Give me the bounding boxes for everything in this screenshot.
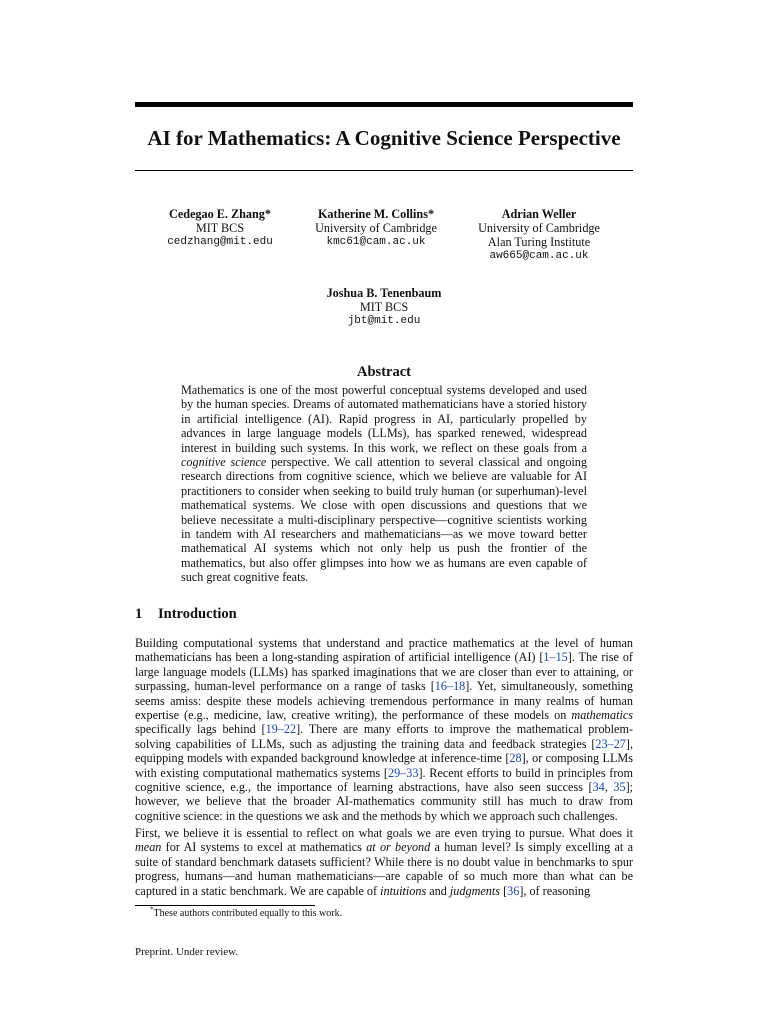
author-affiliation: MIT BCS bbox=[359, 300, 409, 314]
paragraph-text: ], of reasoning bbox=[519, 883, 591, 898]
paragraph-text: ]. The rise of large language models (LLMs) has sparked imaginations that we are closer than ever to attaining, or surpassing, human-level performance on a range of tasks [ bbox=[135, 650, 633, 694]
paragraph-text: Building computational systems that understand and practice mathematics at the level of human mathematicians has been a long-standing aspiration of artificial intelligence (AI) [ bbox=[135, 636, 633, 665]
author-block bbox=[464, 207, 614, 263]
intro-paragraph bbox=[135, 826, 633, 898]
preprint-status: Preprint. Under review. bbox=[135, 946, 239, 958]
citation-link[interactable]: 23–27 bbox=[595, 736, 626, 751]
author-email[interactable]: aw665@cam.ac.uk bbox=[489, 250, 589, 262]
author-email[interactable]: cedzhang@mit.edu bbox=[167, 236, 273, 248]
abstract-text bbox=[181, 383, 587, 585]
citation-link[interactable]: 28 bbox=[509, 751, 522, 766]
section-heading bbox=[135, 605, 237, 623]
author-affiliation: University of Cambridge bbox=[478, 221, 600, 235]
abstract-text-part: Mathematics is one of the most powerful conceptual systems developed and used by the human species. Dreams of automated mathematicians have a storied history in artificial intelligence (AI). Rapid progress in AI, particularly propelled by advances in large language models (LLMs), has sparked renewed, widespread interest in building such systems. In this work, we reflect on these goals from a bbox=[181, 383, 587, 455]
title-top-rule bbox=[135, 102, 633, 107]
paper-title: AI for Mathematics: A Cognitive Science Perspective bbox=[147, 126, 621, 150]
paragraph-emphasis: judgments bbox=[449, 883, 501, 898]
footnote-rule bbox=[135, 905, 315, 906]
author-email[interactable]: jbt@mit.edu bbox=[347, 315, 421, 327]
citation-link[interactable]: 16–18 bbox=[434, 679, 466, 694]
paragraph-text: ]. Yet, simultaneously, something seems amiss: despite these models achieving tremendous performance in many realms of human expertise (e.g., medicine, law, creative writing), the performance of these models on bbox=[135, 679, 633, 723]
paragraph-emphasis: at or beyond bbox=[366, 840, 431, 855]
paragraph-text: specifically lags behind [ bbox=[135, 722, 266, 737]
section-title: Introduction bbox=[158, 606, 237, 622]
citation-link[interactable]: 1–15 bbox=[543, 650, 568, 665]
paragraph-text: for AI systems to excel at mathematics bbox=[161, 840, 367, 855]
paragraph-text: and bbox=[426, 883, 450, 898]
paragraph-emphasis: mean bbox=[135, 840, 162, 855]
paragraph-text: [ bbox=[500, 883, 508, 898]
citation-link[interactable]: 34 bbox=[592, 780, 605, 795]
intro-paragraph bbox=[135, 636, 633, 823]
footnote-text: These authors contributed equally to this work. bbox=[153, 908, 343, 919]
paragraph-text: a human level? Is simply excelling at a suite of standard benchmark datasets sufficient? While there is no doubt value in benchmarks to spur progress, humans—and human mathematicians—are capable of so much more than what can be captured in a static benchmark. We are capable of bbox=[135, 840, 633, 898]
abstract-text-part: perspective. We call attention to several classical and ongoing research directions from cognitive science, which we believe are valuable for AI practitioners to consider when seeking to build truly human (or superhuman)-level mathematical systems. We close with open discussions and questions that we believe necessitate a multi-disciplinary perspective—cognitive scientists working in tandem with AI researchers and mathematicians—as we move toward better mathematical AI systems which not only help us push the frontier of the mathematics, but also offer glimpses into how we as humans are even capable of such great cognitive feats. bbox=[181, 455, 587, 585]
paragraph-text: ], or composing LLMs with existing computational mathematics systems [ bbox=[135, 751, 633, 780]
author-name: Katherine M. Collins* bbox=[317, 207, 435, 221]
paragraph-text: First, we believe it is essential to reflect on what goals we are even trying to pursue. What does it bbox=[135, 826, 633, 840]
paragraph-text: ]. Recent efforts to build in principles from cognitive science, e.g., the importance of learning abstractions, have also seen success [ bbox=[135, 765, 633, 795]
author-affiliation: University of Cambridge bbox=[315, 221, 437, 235]
title-bottom-rule bbox=[135, 170, 633, 171]
abstract-emphasis: cognitive science bbox=[181, 455, 267, 470]
author-email[interactable]: kmc61@cam.ac.uk bbox=[326, 236, 426, 248]
paragraph-text: , bbox=[604, 780, 614, 795]
author-affiliation-secondary: Alan Turing Institute bbox=[487, 235, 591, 249]
author-name: Joshua B. Tenenbaum bbox=[326, 286, 442, 300]
section-number: 1 bbox=[135, 606, 143, 622]
author-block bbox=[300, 207, 452, 249]
citation-link[interactable]: 29–33 bbox=[387, 765, 419, 780]
abstract-heading: Abstract bbox=[357, 364, 411, 380]
author-affiliation: MIT BCS bbox=[195, 221, 245, 235]
citation-link[interactable]: 36 bbox=[507, 883, 520, 898]
paragraph-text: ]. There are many efforts to improve the mathematical problem-solving capabilities of LLMs, such as adjusting the training data and feedback strategies [ bbox=[135, 722, 633, 751]
paragraph-emphasis: mathematics bbox=[571, 708, 633, 723]
author-block bbox=[150, 207, 290, 249]
paragraph-text: ]; however, we believe that the broader AI-mathematics community still has much to draw from cognitive science: in the questions we ask and the methods by which we approach such challenges. bbox=[135, 780, 634, 823]
footnote bbox=[150, 907, 342, 920]
author-name: Cedegao E. Zhang* bbox=[169, 207, 271, 221]
citation-link[interactable]: 35 bbox=[613, 780, 626, 795]
citation-link[interactable]: 19–22 bbox=[265, 722, 297, 737]
footnote-marker: * bbox=[150, 905, 154, 914]
author-block bbox=[309, 286, 459, 328]
author-name: Adrian Weller bbox=[501, 207, 577, 221]
paragraph-emphasis: intuitions bbox=[380, 883, 427, 898]
paragraph-text: ], equipping models with expanded background knowledge at inference-time [ bbox=[135, 736, 633, 766]
